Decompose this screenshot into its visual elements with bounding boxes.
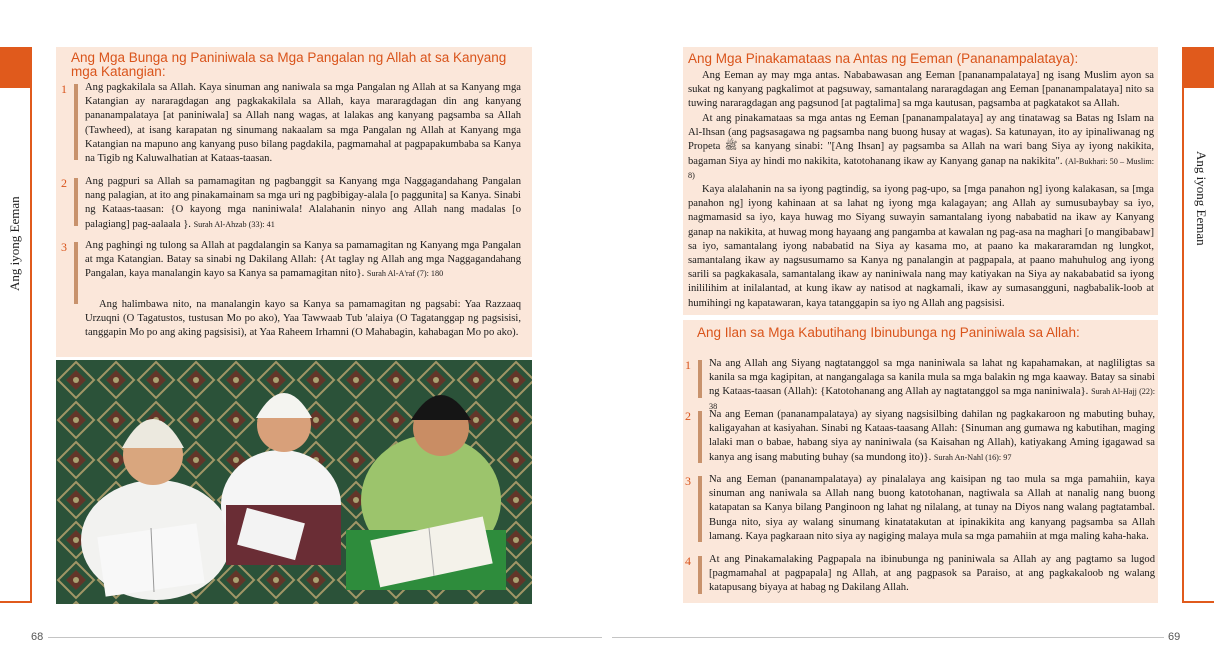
right-content-box-2 (683, 320, 1158, 603)
right-paragraph-3: Kaya alalahanin na sa iyong pagtindig, sa iyong pag-upo, sa [mga panahon ng] iyong kalakasan, sa [mga panahon ng] iyong kahinaan at sa lahat ng iyong mga kalagayan; ang Allah ay sumusubaybay sa iyo, nagmamasid sa iyo, kaya huwag mo Siyang suwayin samantalang iyong nababatid na ikaw ay Kanyang ganap na nakikita, at huwag mong hayaang ang pangamba at kawalan ng pag-asa na maghari [o mangibabaw] sa iyo, samantalang iyong nababatid na Siya ay kasama mo, at paano ka makararamdan ng lungkot, samantalang ikaw ay nagsusumamo sa Kanya ng panalangin at pagpapala, at paano mahuhulog ang iyong sarili sa pagkakasala, samantalang ikaw ay naniniwala nang may katiyakan na Siya ay nakababatid sa iyong inililihim at inilalantad, at kung ikaw ay natisod at nagkamali, ikaw ay sumasangguni, nagbabalik-loob at humihingi ng kapatawaran, kaya tatanggapin sa iyo ng Allah ang pagsisisi. (688, 184, 1154, 309)
right-side-tab (1182, 47, 1214, 603)
item-text: Ang paghingi ng tulong sa Allah at pagdalangin sa Kanya sa pamamagitan ng Kanyang mga Pangalan at mga Katangian. Batay sa sinabi ng Dakilang Allah: {At taglay ng Allah ang mga Naggagandahang Pangalan, kaya manalangin kayo sa Kanya sa pamamagitan nito}. Surah Al-A'raf (7): 180 (85, 240, 521, 280)
left-footer-line (48, 637, 602, 638)
right-item-2 (685, 408, 1155, 466)
right-content-box-1 (683, 47, 1158, 315)
item-number: 3 (685, 474, 691, 488)
item-bar (74, 178, 78, 226)
item-number: 1 (61, 82, 67, 96)
right-tab-orange-block (1184, 47, 1214, 88)
item-bar (74, 242, 78, 304)
item-text: Na ang Allah ang Siyang nagtatanggol sa mga naniniwala sa lahat ng kapahamakan, at nagliligtas sa kanila sa mga kagipitan, at nangangalaga sa kanila mula sa mga balakin ng mga kaaway. Batay sa sinabi ng Kataas-taasan (Allah): {Katotohanang ang Allah ay nagtatanggol sa mga naniniwala}. Surah Al-Hajj (22): 38 (709, 358, 1155, 411)
item-number: 2 (685, 409, 691, 423)
item-ref: Surah Al-Hajj (22): 38 (709, 387, 1155, 411)
item-bar (698, 360, 702, 398)
right-paragraph-1: Ang Eeman ay may mga antas. Nababawasan ang Eeman [pananampalataya] ng isang Muslim ayon sa sukat ng kanyang pagkalimot at pagsuway, samantalang nararagdagan ang Eeman [pananampalataya] nito sa tuwing nararagdagan ang pagsunod [at pagtalima] sa mga kautusan, pagsamba at pagkatakot sa Allah. (688, 70, 1154, 110)
item-text: Ang pagkakilala sa Allah. Kaya sinuman ang naniwala sa mga Pangalan ng Allah at sa Kanyang mga Katangian ay nararagdagan ang pagkakakilala sa Allah, kaya mararagdagan din ang kanyang pananampalataya [at paniniwala] sa Allah nang wagas, at lalakas ang kanyang pagsamba sa Allah (Tawheed), at isang karapatan ng sinumang nakaalam sa mga Pangalan ng Allah at Kanyang mga Katangian na mapuno ang kanyang puso bilang pagdakila, pagmamahal at pagpapakumbaba sa Kanya na Tigib ng Kaluwalhatian at Kataas-taasan. (85, 82, 521, 165)
left-item-3 (61, 239, 521, 297)
item-number: 4 (685, 554, 691, 568)
left-side-tab (0, 47, 32, 603)
item-text: Na ang Eeman (pananampalataya) ay pinalalaya ang kaisipan ng tao mula sa mga pamahiin, kaya sinuman ang naniwala sa Allah nang buong katotohanan, nagtiwala sa Allah at nanalig nang buong katapatan sa Kanya bilang Panginoon ng lahat ng nilalang, at tunay na Diyos nang walang pagtatambal. Bunga nito, siya ay walang sinumang kinatatakutan at ipinakikita ang kanyang pagsamba sa Allah lamang. Kaya pagkaraan nito siya ay nagiging malaya mula sa mga pamahiin at mga maling kaha-haka. (709, 474, 1155, 542)
item-number: 2 (61, 176, 67, 190)
item-text: Na ang Eeman (pananampalataya) ay siyang nagsisilbing dahilan ng pagkakaroon ng mabuting buhay, kaligayahan at kasiyahan. Sinabi ng Kataas-taasang Allah: {Sinuman ang gumawa ng kabutihan, maging lalaki man o babae, habang siya ay naniniwala (sa Kaisahan ng Allah), katiyakang Aming igagawad sa kanya ang isang mabuting buhay (sa mundong ito)}. Surah An-Nahl (16): 97 (709, 409, 1155, 463)
item-text: At ang Pinakamalaking Pagpapala na ibinubunga ng paniniwala sa Allah ay ang pagtamo sa lugod [pagmamahal at pagpapala] ng Allah, at ang pagpasok sa Paraiso, at ang pagkakaloob ng walang katapusang biyaya at habag ng Dakilang Allah. (709, 554, 1155, 594)
item-bar (698, 476, 702, 542)
item-ref: Surah Al-Ahzab (33): 41 (193, 219, 275, 229)
item-number: 1 (685, 358, 691, 372)
item-ref: Surah Al-A'raf (7): 180 (366, 269, 444, 279)
right-footer-line (612, 637, 1164, 638)
item-bar (698, 556, 702, 594)
item-bar (698, 411, 702, 463)
right-heading-1: Ang Mga Pinakamataas na Antas ng Eeman (Pananampalataya): (688, 51, 1079, 66)
right-side-title: Ang iyong Eeman (1194, 151, 1209, 246)
right-item-1 (685, 357, 1155, 411)
left-side-title: Ang iyong Eeman (7, 196, 22, 291)
left-item-2 (61, 175, 521, 233)
left-closing-paragraph: Ang halimbawa nito, na manalangin kayo sa Kanya sa pamamagitan ng pagsabi: Yaa Razzaaq Urzuqni (O Tagatustos, tustusan Mo po ako), Yaa Tawwaab Tub 'alaiya (O Tagatanggap ng pagsisisi, tanggapin Mo po ang aking pagsisisi), at Yaa Raheem Irhamni (O Mahabagin, kahabagan Mo po ako). (85, 299, 521, 339)
right-heading-2: Ang Ilan sa Mga Kabutihang Ibinubunga ng Paniniwala sa Allah: (697, 325, 1080, 340)
left-page-number: 68 (31, 631, 44, 643)
item-ref: Surah An-Nahl (16): 97 (933, 452, 1012, 462)
right-paragraph-2: At ang pinakamataas sa mga antas ng Eeman [pananampalataya] ay ang tinatawag sa Batas ng Islam na Al-Ihsan (ang pagsasagawa ng pagsamba nang buong husay at wagas). Sa katunayan, ito ay ipinaliwanag ng Propeta ﷺ sa kanyang sinabi: "[Ang Ihsan] ay pagsamba sa Allah na wari bang Siya ay iyong nakikita, bagaman Siya ay hindi mo nakikita, katotohanang ikaw ay Kanyang ganap na nakikita". (Al-Bukhari: 50 – Muslim: 8) (688, 113, 1155, 180)
left-heading: Ang Mga Bunga ng Paniniwala sa Mga Pangalan ng Allah at sa Kanyang mga Katangian: (71, 50, 507, 79)
left-content-box (56, 47, 532, 357)
children-reading-quran-photo (56, 360, 532, 604)
hadith-ref: (Al-Bukhari: 50 – Muslim: 8) (688, 156, 1155, 180)
item-bar (74, 84, 78, 160)
item-text: Ang pagpuri sa Allah sa pamamagitan ng pagbanggit sa Kanyang mga Naggagandahang Pangalan nang palagian, at ito ang pinakamainam sa mga uri ng pagbibigay-alala [o paggunita] sa Kanya. Sinabi ng Kataas-taasan: {O kayong mga naniniwala! Alalahanin ninyo ang Allah nang madalas [o palagiang] pag-aalaala }. Surah Al-Ahzab (33): 41 (85, 176, 521, 230)
right-page-number: 69 (1168, 631, 1181, 643)
right-item-4 (685, 553, 1155, 597)
left-tab-orange-block (0, 47, 30, 88)
right-item-3 (685, 473, 1155, 545)
item-number: 3 (61, 240, 67, 254)
left-item-1 (61, 81, 521, 167)
